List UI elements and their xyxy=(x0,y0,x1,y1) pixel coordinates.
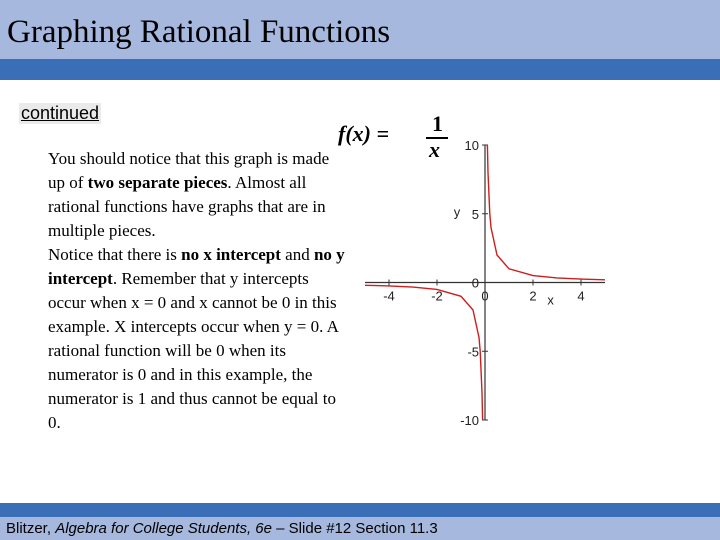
p2-emphasis-y: no y intercept xyxy=(48,245,345,288)
y-tick-label: 0 xyxy=(471,275,479,291)
footer-citation xyxy=(6,520,438,537)
curve-branch-2 xyxy=(365,285,483,420)
slide-title: Graphing Rational Functions xyxy=(7,14,391,50)
p2-emphasis-x: no x intercept xyxy=(181,245,281,264)
paragraph-pieces xyxy=(48,147,348,243)
formula-numerator: 1 xyxy=(432,111,443,136)
function-graph xyxy=(360,135,610,435)
y-tick-label: -10 xyxy=(460,413,479,428)
p2-text-c: and xyxy=(280,245,314,264)
formula-lhs: f(x) = xyxy=(338,121,390,146)
formula-denominator: x xyxy=(429,137,440,162)
x-tick-label: -4 xyxy=(383,288,395,304)
p1-text-a: You should notice that this graph is made up of xyxy=(48,149,330,192)
y-tick-label: -5 xyxy=(467,344,479,360)
footer-prefix: Blitzer, xyxy=(6,520,56,537)
y-tick-label: 5 xyxy=(471,206,479,222)
x-tick-label: -2 xyxy=(431,288,443,304)
footer-divider xyxy=(0,503,720,517)
paragraph-intercepts xyxy=(48,243,348,435)
footer-book-title: Algebra for College Students, 6e xyxy=(55,520,272,537)
x-tick-label: 4 xyxy=(577,288,585,304)
title-divider xyxy=(0,59,720,80)
slide-subtitle: continued xyxy=(21,103,100,123)
x-tick-label: 0 xyxy=(481,288,489,304)
x-axis-label: x xyxy=(547,292,554,308)
p1-emphasis: two separate pieces xyxy=(87,173,228,192)
y-axis-label: y xyxy=(453,204,461,220)
x-tick-label: 2 xyxy=(529,288,537,304)
p2-text-e: . Remember that y intercepts occur when x = 0 and x cannot be 0 in this example. X intercepts occur when y = 0. A rational function will be 0 when its numerator is 0 and in this example, the numerator is 1 and thus cannot be equal to 0. xyxy=(48,269,339,432)
footer-suffix: – Slide #12 Section 11.3 xyxy=(272,520,438,537)
slide-body xyxy=(48,147,348,435)
p2-text-a: Notice that there is xyxy=(48,245,182,264)
p1-text-c: . Almost all rational functions have graphs that are in multiple pieces. xyxy=(48,173,326,240)
y-tick-label: 10 xyxy=(464,138,479,153)
curve-branch-1 xyxy=(487,145,605,280)
